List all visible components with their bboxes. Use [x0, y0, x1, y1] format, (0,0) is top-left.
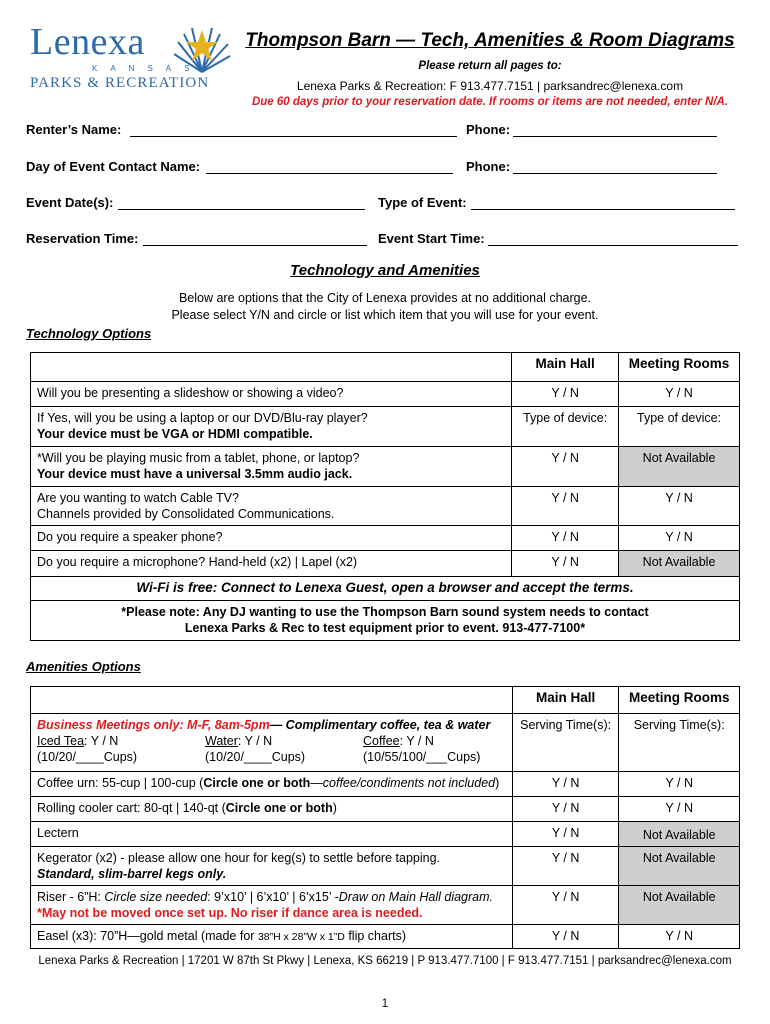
due-note: Due 60 days prior to your reservation date. If rooms or items are not needed, enter N/A. [251, 96, 729, 108]
question-note: Your device must be VGA or HDMI compatible. [37, 427, 313, 441]
meeting-rooms-header: Meeting Rooms [619, 687, 740, 714]
main-hall-choice[interactable]: Y / N [512, 551, 619, 577]
renter-name-field[interactable] [130, 122, 457, 137]
meeting-rooms-unavailable: Not Available [619, 822, 740, 847]
lenexa-logo [30, 22, 230, 92]
meeting-rooms-choice[interactable]: Y / N [619, 797, 740, 822]
contact-phone-field[interactable] [513, 159, 717, 174]
main-hall-choice[interactable]: Y / N [512, 447, 619, 487]
meeting-rooms-unavailable: Not Available [619, 847, 740, 886]
main-hall-choice[interactable]: Y / N [512, 847, 619, 886]
coffee-urn-item: Coffee urn: 55-cup | 100-cup (Circle one or both—coffee/condiments not included) [31, 772, 513, 797]
intro-line-1: Below are options that the City of Lenexa provides at no additional charge. [178, 291, 592, 305]
water-choice[interactable]: : Y / N [237, 734, 273, 748]
lectern-item: Lectern [31, 822, 513, 847]
table-row [31, 925, 740, 949]
table-row [31, 714, 740, 772]
logo-wordmark: Lenexa [30, 21, 145, 63]
iced-tea-cups[interactable]: (10/20/____Cups) [37, 750, 138, 764]
main-hall-choice[interactable]: Y / N [512, 526, 619, 551]
amenities-table [30, 686, 740, 949]
meeting-rooms-header: Meeting Rooms [619, 353, 740, 382]
reservation-time-label: Reservation Time: [26, 231, 139, 246]
coffee-choice[interactable]: : Y / N [399, 734, 434, 748]
table-row [31, 797, 740, 822]
event-start-time-field[interactable] [488, 231, 738, 246]
meeting-rooms-choice[interactable]: Y / N [619, 526, 740, 551]
question-note: Channels provided by Consolidated Communications. [37, 507, 335, 521]
event-dates-field[interactable] [118, 195, 365, 210]
footer: Lenexa Parks & Recreation | 17201 W 87th St Pkwy | Lenexa, KS 66219 | P 913.477.7100 | F 913.477.7151 | parksandrec@lenexa.com [38, 955, 732, 967]
meeting-rooms-unavailable: Not Available [619, 551, 740, 577]
question [31, 407, 512, 447]
main-hall-header: Main Hall [512, 353, 619, 382]
question-text: *Will you be playing music from a tablet, phone, or laptop? [37, 451, 360, 465]
easel-item: Easel (x3): 70”H—gold metal (made for 38”H x 28”W x 1”D flip charts) [31, 925, 513, 949]
coffee-cups[interactable]: (10/55/100/___Cups) [363, 750, 481, 764]
table-row [31, 772, 740, 797]
main-hall-serving-time[interactable]: Serving Time(s): [512, 714, 619, 772]
table-row [31, 526, 740, 551]
question [31, 487, 512, 526]
table-row [31, 886, 740, 925]
contact-name-label: Day of Event Contact Name: [26, 159, 201, 174]
event-dates-label: Event Date(s): [26, 195, 114, 210]
table-row [31, 847, 740, 886]
phone-label: Phone: [466, 159, 511, 174]
table-row [31, 822, 740, 847]
sunflower-star-icon [172, 22, 232, 74]
main-hall-header: Main Hall [512, 687, 619, 714]
question [31, 447, 512, 487]
logo-state: KANSAS [92, 64, 203, 73]
section-title: Technology and Amenities [290, 262, 480, 279]
meeting-rooms-choice[interactable]: Y / N [619, 772, 740, 797]
main-hall-choice[interactable]: Y / N [512, 925, 619, 949]
meeting-rooms-choice[interactable]: Y / N [619, 382, 740, 407]
technology-options-heading: Technology Options [26, 326, 152, 341]
blank-cell [31, 687, 513, 714]
question: Will you be presenting a slideshow or showing a video? [31, 382, 512, 407]
iced-tea-label: Iced Tea [37, 734, 85, 748]
business-hours: Business Meetings only: M-F, 8am-5pm [37, 718, 270, 732]
dj-note-line-2: Lenexa Parks & Rec to test equipment prior to event. 913-477-7100* [184, 621, 586, 635]
renter-name-label: Renter’s Name: [26, 122, 122, 137]
reservation-time-field[interactable] [143, 231, 367, 246]
renter-phone-field[interactable] [513, 122, 717, 137]
main-hall-choice[interactable]: Y / N [512, 382, 619, 407]
main-hall-choice[interactable]: Type of device: [512, 407, 619, 447]
intro-line-2: Please select Y/N and circle or list which item that you will use for your event. [171, 308, 599, 322]
technology-table [30, 352, 740, 641]
event-type-label: Type of Event: [378, 195, 467, 210]
contact-name-field[interactable] [206, 159, 453, 174]
blank-cell [31, 353, 512, 382]
water-cups[interactable]: (10/20/____Cups) [205, 750, 306, 764]
cooler-cart-item: Rolling cooler cart: 80-qt | 140-qt (Circle one or both) [31, 797, 513, 822]
question-note: Your device must have a universal 3.5mm audio jack. [37, 467, 353, 481]
table-row [31, 407, 740, 447]
main-hall-choice[interactable]: Y / N [512, 886, 619, 925]
meeting-rooms-choice[interactable]: Type of device: [619, 407, 740, 447]
meeting-rooms-serving-time[interactable]: Serving Time(s): [619, 714, 740, 772]
meeting-rooms-choice[interactable]: Y / N [619, 487, 740, 526]
kegerator-item: Kegerator (x2) - please allow one hour for keg(s) to settle before tapping. Standard, slim-barrel kegs only. [31, 847, 513, 886]
table-row [31, 551, 740, 577]
main-hall-choice[interactable]: Y / N [512, 797, 619, 822]
question-text: Are you wanting to watch Cable TV? [37, 491, 239, 505]
dj-note-line-1: *Please note: Any DJ wanting to use the Thompson Barn sound system needs to contact [121, 605, 649, 619]
main-hall-choice[interactable]: Y / N [512, 487, 619, 526]
event-type-field[interactable] [471, 195, 735, 210]
complimentary-note: — Complimentary coffee, tea & water [269, 718, 491, 732]
table-row [31, 382, 740, 407]
logo-department: PARKS & RECREATION [30, 75, 210, 91]
table-row [31, 447, 740, 487]
meeting-rooms-unavailable: Not Available [619, 886, 740, 925]
water-label: Water [205, 734, 238, 748]
amenities-options-heading: Amenities Options [26, 659, 141, 674]
main-hall-choice[interactable]: Y / N [512, 822, 619, 847]
wifi-note: Wi-Fi is free: Connect to Lenexa Guest, open a browser and accept the terms. [31, 577, 740, 601]
business-meetings-cell [31, 714, 513, 772]
question: Do you require a microphone? Hand-held (x2) | Lapel (x2) [31, 551, 512, 577]
dj-note [31, 601, 740, 641]
iced-tea-choice[interactable]: : Y / N [84, 734, 119, 748]
main-hall-choice[interactable]: Y / N [512, 772, 619, 797]
coffee-label: Coffee [363, 734, 400, 748]
phone-label: Phone: [466, 122, 511, 137]
table-row [31, 487, 740, 526]
meeting-rooms-unavailable: Not Available [619, 447, 740, 487]
question: Do you require a speaker phone? [31, 526, 512, 551]
riser-item: Riser - 6”H: Circle size needed: 9’x10’ | 6’x10’ | 6’x15’ -Draw on Main Hall diagram. *May not be moved once set up. No riser if dance area is needed. [31, 886, 513, 925]
return-note: Please return all pages to: [418, 60, 562, 72]
meeting-rooms-choice[interactable]: Y / N [619, 925, 740, 949]
event-start-time-label: Event Start Time: [378, 231, 485, 246]
page-title: Thompson Barn — Tech, Amenities & Room Diagrams [245, 30, 735, 51]
page-number: 1 [381, 998, 389, 1010]
question-text: If Yes, will you be using a laptop or our DVD/Blu-ray player? [37, 411, 368, 425]
contact-line: Lenexa Parks & Recreation: F 913.477.7151 | parksandrec@lenexa.com [296, 79, 684, 93]
